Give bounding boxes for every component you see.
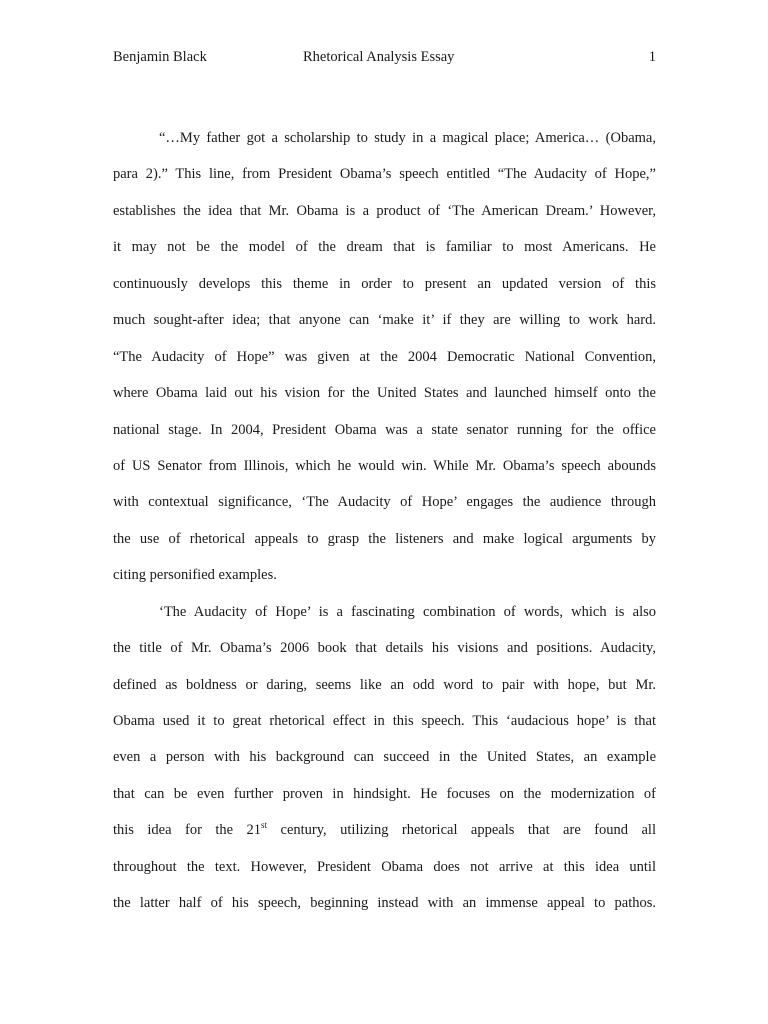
paragraph-1-line-2: para 2).” This line, from President Obama’s speech entitled “The Audacity of Hope,” [113,166,656,183]
essay-body [113,127,656,929]
paragraph-1-line-1: “…My father got a scholarship to study in a magical place; America… (Obama, [159,130,656,146]
paragraph-2-line-5: even a person with his background can succeed in the United States, an example [113,749,656,766]
page-header [113,46,656,68]
paragraph-1-line-3: establishes the idea that Mr. Obama is a product of ‘The American Dream.’ However, [113,202,656,219]
paragraph-2-line-1: ‘The Audacity of Hope’ is a fascinating combination of words, which is also [159,603,656,620]
line-7-end: century, utilizing rhetorical appeals that are found all [267,822,656,839]
paragraph-1-line-10: of US Senator from Illinois, which he would win. While Mr. Obama’s speech abounds [113,457,656,474]
paragraph-2-line-4: Obama used it to great rhetorical effect in this speech. This ‘audacious hope’ is that [113,713,656,729]
paragraph-1-line-11: with contextual significance, ‘The Audacity of Hope’ engages the audience through [113,494,656,511]
paragraph-1-line-5: continuously develops this theme in order to present an updated version of this [113,275,656,292]
header-page-number: 1 [648,49,656,65]
paragraph-1-line-6: much sought-after idea; that anyone can ‘make it’ if they are willing to work hard. [113,312,656,329]
paragraph-2-line-6: that can be even further proven in hindsight. He focuses on the modernization of [113,785,656,802]
paragraph-2-line-2: the title of Mr. Obama’s 2006 book that details his visions and positions. Audacity, [113,640,656,657]
paragraph-2-line-9: the latter half of his speech, beginning instead with an immense appeal to pathos. [113,895,656,912]
line-7-start: this idea for the 21 [113,822,262,839]
paragraph-2-line-3: defined as boldness or daring, seems like an odd word to pair with hope, but Mr. [113,676,656,693]
paragraph-1-line-13: citing personified examples. [113,567,277,584]
paragraph-2-line-8: throughout the text. However, President Obama does not arrive at this idea until [113,858,656,875]
paragraph-1-line-7: “The Audacity of Hope” was given at the 2004 Democratic National Convention, [113,348,656,365]
paragraph-1-line-8: where Obama laid out his vision for the United States and launched himself onto the [113,385,656,402]
ordinal-suffix: st [261,820,268,831]
header-author: Benjamin Black [113,49,207,65]
paragraph-1-line-4: it may not be the model of the dream that is familiar to most Americans. He [113,239,656,256]
paragraph-1-line-12: the use of rhetorical appeals to grasp the listeners and make logical arguments by [113,530,656,547]
paragraph-1-line-9: national stage. In 2004, President Obama was a state senator running for the office [113,421,656,438]
header-title: Rhetorical Analysis Essay [303,49,455,65]
paragraph-2-line-7 [113,819,656,855]
